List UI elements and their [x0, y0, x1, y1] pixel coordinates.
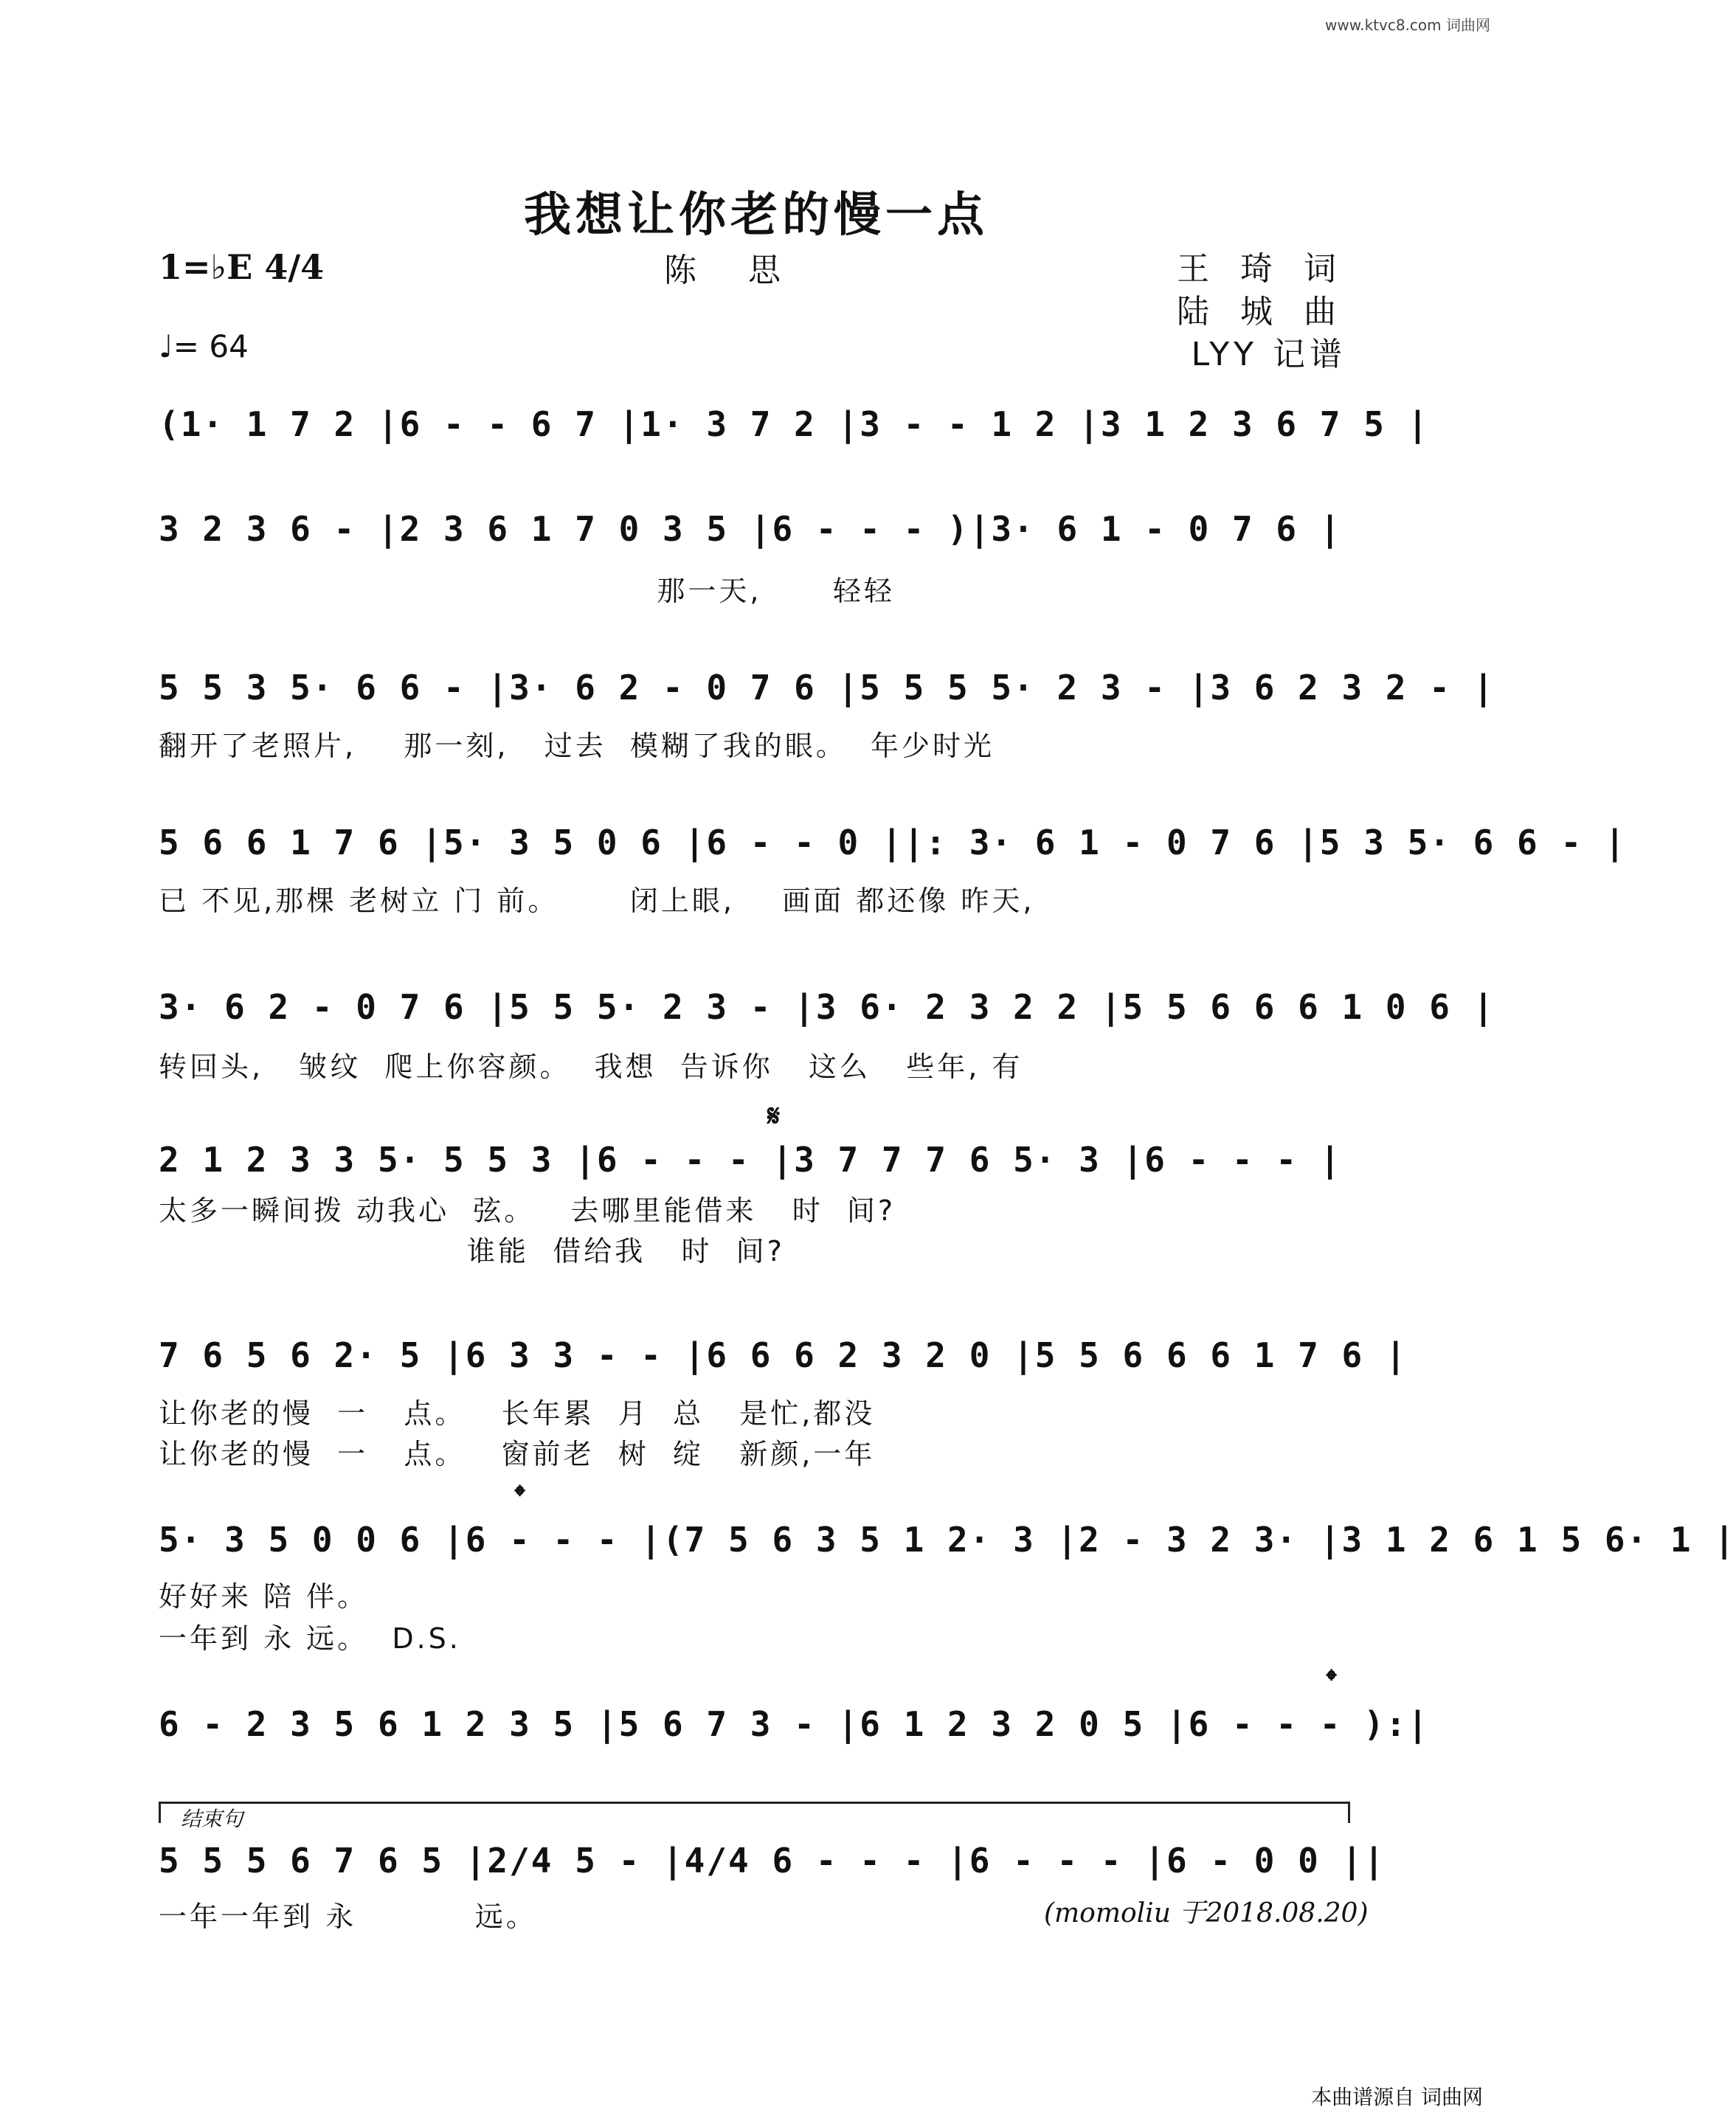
- lyric-row-5: 转回头, 皱纹 爬上你容颜。 我想 告诉你 这么 些年, 有: [159, 1051, 1023, 1083]
- staff-row-5: 3· 6 2 - 0 7 6 |5 5 5· 2 3 - |3 6· 2 3 2 2 |5 5 6 6 6 1 0 6 |: [159, 987, 1495, 1027]
- staff-row-4: 5 6 6 1 7 6 |5· 3 5 0 6 |6 - - 0 ||: 3· 6 1 - 0 7 6 |5 3 5· 6 6 - |: [159, 823, 1627, 862]
- staff-row-10: 5 5 5 6 7 6 5 |2/4 5 - |4/4 6 - - - |6 - - - |6 - 0 0 ||: [159, 1841, 1386, 1881]
- transcriber: LYY 记谱: [1191, 336, 1346, 373]
- lyric-row-6b: 谁能 借给我 时 间?: [159, 1235, 785, 1267]
- key-signature: 1=♭E 4/4: [159, 247, 325, 287]
- segno-mark: 𝄋: [767, 1099, 781, 1133]
- lyric-row-7: 让你老的慢 一 点。 长年累 月 总 是忙,都没: [159, 1397, 876, 1430]
- lyric-row-3: 翻开了老照片, 那一刻, 过去 模糊了我的眼。 年少时光: [159, 730, 995, 762]
- lyricist: 王 琦 词: [1177, 250, 1346, 288]
- staff-row-9: 6 - 2 3 5 6 1 2 3 5 |5 6 7 3 - |6 1 2 3 2 0 5 |6 - - - ):|: [159, 1704, 1430, 1744]
- lyric-row-6: 太多一瞬间拨 动我心 弦。 去哪里能借来 时 间?: [159, 1194, 896, 1227]
- staff-row-7: 7 6 5 6 2· 5 |6 3 3 - - |6 6 6 2 3 2 0 |5 5 6 6 6 1 7 6 |: [159, 1335, 1408, 1375]
- lyric-row-10: 一年一年到 永 远。: [159, 1900, 537, 1933]
- staff-row-3: 5 5 3 5· 6 6 - |3· 6 2 - 0 7 6 |5 5 5 5· 2 3 - |3 6 2 3 2 - |: [159, 668, 1495, 708]
- lyric-row-4: 已 不见,那棵 老树立 门 前。 闭上眼, 画面 都还像 昨天,: [159, 885, 1035, 917]
- lyric-row-8: 好好来 陪 伴。: [159, 1580, 369, 1613]
- lyric-row-8b: 一年到 永 远。 D.S.: [159, 1622, 461, 1655]
- site-watermark: www.ktvc8.com 词曲网: [1324, 16, 1490, 34]
- footer-note: (momoliu 于2018.08.20): [1044, 1898, 1369, 1928]
- coda-mark-2: 𝄌: [1327, 1664, 1337, 1696]
- staff-row-8: 5· 3 5 0 0 6 |6 - - - |(7 5 6 3 5 1 2· 3 |2 - 3 2 3· |3 1 2 6 1 5 6· 1 |: [159, 1520, 1736, 1560]
- tempo: ♩= 64: [159, 328, 249, 364]
- staff-row-2: 3 2 3 6 - |2 3 6 1 7 0 3 5 |6 - - - )|3· 6 1 - 0 7 6 |: [159, 509, 1342, 549]
- bottom-site: 本曲谱源自 词曲网: [1311, 2085, 1483, 2109]
- staff-row-6: 2 1 2 3 3 5· 5 5 3 |6 - - - |3 7 7 7 6 5· 3 |6 - - - |: [159, 1140, 1342, 1180]
- lyric-row-7b: 让你老的慢 一 点。 窗前老 树 绽 新颜,一年: [159, 1438, 876, 1470]
- composer: 陆 城 曲: [1177, 293, 1346, 331]
- ending-bracket: [159, 1802, 1350, 1826]
- singer: 陈 思: [664, 252, 801, 289]
- ending-label: 结束句: [181, 1807, 243, 1831]
- staff-row-1: (1· 1 7 2 |6 - - 6 7 |1· 3 7 2 |3 - - 1 2 |3 1 2 3 6 7 5 |: [159, 404, 1430, 444]
- song-title: 我想让你老的慢一点: [524, 187, 989, 243]
- coda-mark-1: 𝄌: [515, 1479, 525, 1512]
- lyric-row-2: 那一天, 轻轻: [159, 575, 895, 607]
